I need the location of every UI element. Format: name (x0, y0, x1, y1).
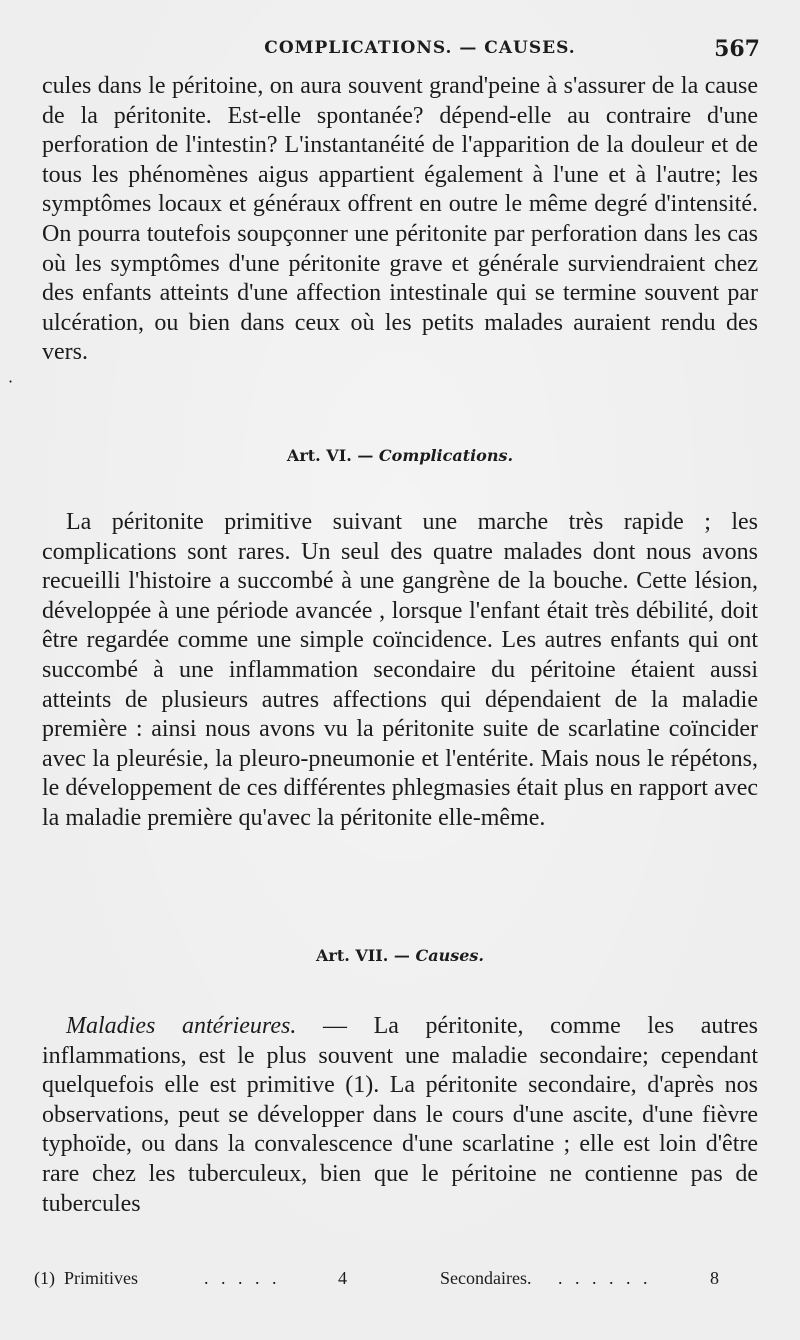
footnote-leader-dots: . . . . . (204, 1268, 281, 1288)
paragraph (42, 1012, 758, 1219)
margin-mark: · (8, 372, 14, 391)
section-title: Causes. (415, 946, 484, 965)
section-body-vii (42, 1012, 758, 1219)
footnote-secondaires-label: Secondaires. (440, 1268, 532, 1288)
paragraph-text: cules dans le péritoine, on aura souvent grand'peine à s'assurer de la cause de la péritonite. Est-elle spontanée? dépend-elle au contraire d'une perforation de l'intestin? L'instantanéité de l'apparition de la douleur et de tous les phénomènes aigus appartient également à l'une et à l'autre; les symptômes locaux et généraux offrent en outre le même degré d'intensité. On pourra toutefois soupçonner une péritonite par perforation dans les cas où les symptômes d'une péritonite grave et générale surviendraient chez des enfants atteints d'une affection intestinale qui se termine souvent par ulcération, ou bien dans ceux où les petits malades auraient rendu des vers. (42, 73, 758, 366)
footnote-mark: (1) (34, 1268, 55, 1288)
page-number: 567 (714, 36, 760, 62)
running-title: COMPLICATIONS. — CAUSES. (264, 38, 576, 58)
running-header (40, 36, 760, 64)
paragraph-lead: Maladies antérieures. (66, 1013, 297, 1039)
section-heading-vii (40, 946, 760, 965)
footnote-secondaires-value: 8 (710, 1268, 719, 1288)
section-body-vi (42, 508, 758, 834)
section-title: Complications. (378, 446, 514, 465)
paragraph-text: La péritonite primitive suivant une marche très rapide ; les complications sont rares. Un seul des quatre malades dont nous avons recueilli l'histoire a succombé à une gangrène de la bouche. Cette lésion, développée à une période avancée , lorsque l'enfant était très débilité, doit être regardée comme une simple coïncidence. Les autres enfants qui ont succombé à une inflammation secondaire du péritoine étaient aussi atteints de plusieurs autres affections qui dépendaient de la maladie première : ainsi nous avons vu la péritonite suite de scarlatine coïncider avec la pleurésie, la pleuro-pneumonie et l'entérite. Mais nous le répétons, le développement de ces différentes phlegmasies était plus en rapport avec la maladie première qu'avec la péritonite elle-même. (42, 509, 758, 831)
paragraph-text: — La péritonite, comme les autres inflammations, est le plus souvent une maladie secondaire; cependant quelquefois elle est primitive (1). La péritonite secondaire, d'après nos observations, peut se développer dans le cours d'une ascite, d'une fièvre typhoïde, ou dans la convalescence d'une scarlatine ; elle est loin d'être rare chez les tuberculeux, bien que le péritoine ne contienne pas de tubercules (42, 1013, 758, 1217)
footnote (34, 1268, 764, 1292)
section-heading-vi (40, 446, 760, 465)
footnote-primitives-label: Primitives (64, 1268, 139, 1288)
section-number: Art. VI. — (286, 446, 374, 465)
section-number: Art. VII. — (316, 946, 410, 965)
continued-paragraph (42, 72, 758, 368)
footnote-leader-dots: . . . . . . (558, 1268, 652, 1288)
footnote-primitives-value: 4 (338, 1268, 347, 1288)
